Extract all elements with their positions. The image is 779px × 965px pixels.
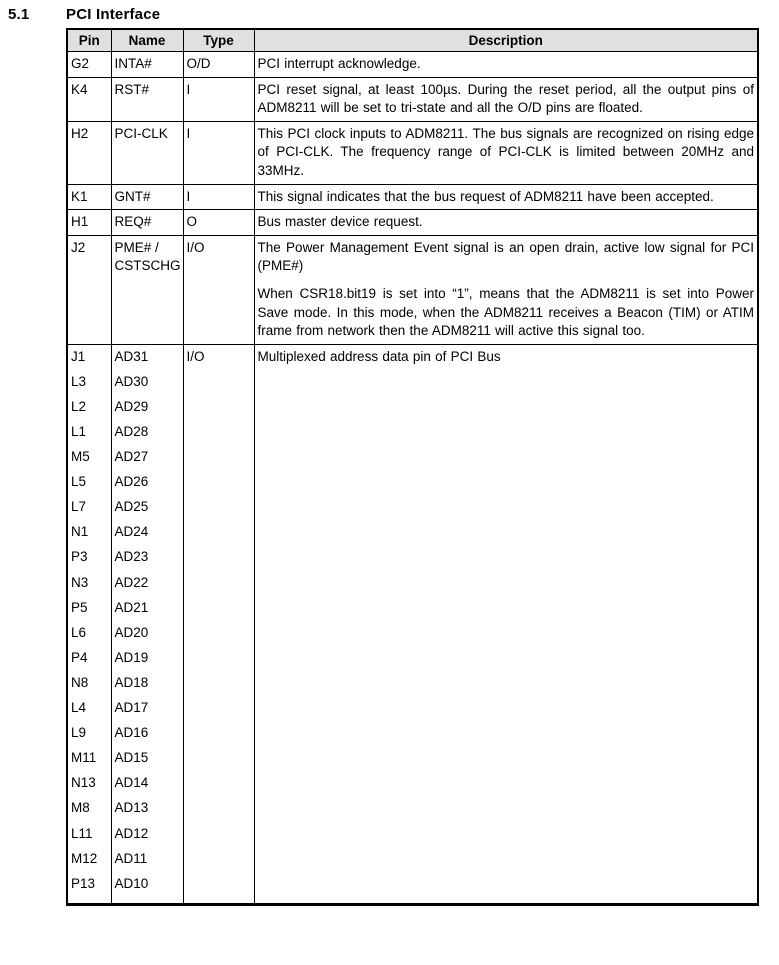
name-cell-line: AD19 (114, 649, 149, 665)
pin-cell-line: P13 (71, 875, 96, 891)
name-cell: PME# / CSTSCHG (111, 235, 183, 344)
pin-cell-line: L1 (71, 424, 87, 439)
type-cell: I (183, 77, 254, 121)
document-page (0, 6, 779, 965)
description-paragraph: Bus master device request. (257, 214, 423, 230)
name-cell-line: AD13 (114, 800, 149, 816)
description-cell (254, 121, 758, 184)
pin-cell: G2 (67, 52, 111, 78)
table-row (67, 121, 758, 184)
description-paragraph: PCI interrupt acknowledge. (257, 56, 421, 71)
name-cell-line: AD24 (114, 524, 149, 540)
table-row (67, 210, 758, 236)
name-cell-line: AD25 (114, 499, 149, 515)
type-cell: I (183, 184, 254, 210)
pin-cell-line: N1 (71, 524, 89, 540)
pin-cell-line: L11 (71, 825, 93, 841)
section-heading (8, 6, 779, 24)
description-cell (254, 77, 758, 121)
name-cell: INTA# (111, 52, 183, 78)
name-cell-line: AD22 (114, 574, 149, 590)
pin-cell-line: N3 (71, 574, 89, 590)
name-cell-line: AD18 (114, 674, 149, 690)
section-number: 5.1 (8, 6, 30, 23)
type-cell: I/O (183, 344, 254, 904)
pin-cell-line: N13 (71, 775, 96, 791)
name-cell-line: AD20 (114, 624, 149, 640)
pin-interface-table (66, 28, 759, 906)
name-cell-line: AD27 (114, 449, 149, 465)
column-header-type: Type (183, 29, 254, 52)
name-cell-line: AD12 (114, 825, 149, 841)
name-cell-line: AD30 (114, 373, 149, 389)
name-cell: RST# (111, 77, 183, 121)
pin-cell-line: L3 (71, 373, 87, 389)
type-cell: O/D (183, 52, 254, 78)
column-header-name: Name (111, 29, 183, 52)
description-cell (254, 184, 758, 210)
description-cell (254, 344, 758, 904)
pin-cell-line: L7 (71, 499, 87, 515)
pin-group-pin-col (67, 344, 111, 904)
name-cell-line: AD26 (114, 474, 149, 490)
table-row (67, 77, 758, 121)
name-cell-line: AD16 (114, 725, 149, 741)
name-cell: PCI-CLK (111, 121, 183, 184)
name-cell-line: AD15 (114, 750, 149, 766)
table-row-pin-group (67, 344, 758, 904)
pin-cell-line: L5 (71, 474, 87, 490)
description-paragraph: This signal indicates that the bus request of ADM8211 have been accepted. (257, 188, 714, 204)
section-title: PCI Interface (66, 6, 161, 23)
name-cell-line: AD31 (114, 348, 149, 364)
pin-cell-line: L9 (71, 725, 87, 741)
description-paragraph: This PCI clock inputs to ADM8211. The bus signals are recognized on rising edge of PCI-CLK. The frequency range of PCI-CLK is limited between 20MHz and 33MHz. (257, 125, 754, 178)
pin-cell-line: M5 (71, 449, 90, 465)
description-paragraph: PCI reset signal, at least 100µs. During the reset period, all the output pins of ADM8211 will be set to tri-state and all the O/D pins are floated. (257, 81, 754, 116)
column-header-description: Description (254, 29, 758, 52)
name-cell-line: AD17 (114, 700, 149, 716)
pin-cell-line: P4 (71, 649, 88, 665)
pin-group-name-col (111, 344, 183, 904)
pin-cell-line: M8 (71, 800, 90, 816)
description-paragraph: Multiplexed address data pin of PCI Bus (257, 348, 501, 364)
name-cell-line: AD21 (114, 599, 149, 615)
name-cell-line: AD11 (114, 850, 148, 866)
pin-cell: K4 (67, 77, 111, 121)
pin-cell-line: P5 (71, 599, 88, 615)
name-cell: GNT# (111, 184, 183, 210)
table-header-row (67, 29, 758, 52)
name-cell-line: AD29 (114, 398, 149, 414)
pin-cell: K1 (67, 184, 111, 210)
pin-cell-line: P3 (71, 549, 88, 565)
name-cell-line: AD23 (114, 549, 149, 565)
pin-cell: J2 (67, 235, 111, 344)
pin-cell-line: L2 (71, 398, 87, 414)
description-cell (254, 210, 758, 236)
type-cell: I (183, 121, 254, 184)
type-cell: O (183, 210, 254, 236)
description-paragraph: The Power Management Event signal is an open drain, active low signal for PCI (PME#) (257, 239, 754, 274)
pin-cell: H2 (67, 121, 111, 184)
table-row (67, 52, 758, 78)
pin-cell-line: M11 (71, 750, 97, 766)
name-cell-line: AD14 (114, 775, 149, 791)
pin-cell-line: J1 (71, 348, 86, 364)
pin-cell-line: L4 (71, 700, 87, 716)
description-paragraph: When CSR18.bit19 is set into “1”, means that the ADM8211 is set into Power Save mode. In this mode, when the ADM8211 receives a Beacon (TIM) or ATIM frame from network then the ADM8211 will active this signal too. (257, 285, 754, 339)
description-cell (254, 235, 758, 344)
table-row (67, 235, 758, 344)
pin-cell-line: M12 (71, 850, 98, 866)
name-cell-line: AD28 (114, 424, 149, 439)
description-cell (254, 52, 758, 78)
pin-cell-line: L6 (71, 624, 87, 640)
type-cell: I/O (183, 235, 254, 344)
name-cell-line: AD10 (114, 875, 149, 891)
column-header-pin: Pin (67, 29, 111, 52)
pin-cell-line: N8 (71, 674, 89, 690)
pin-cell: H1 (67, 210, 111, 236)
table-row (67, 184, 758, 210)
name-cell: REQ# (111, 210, 183, 236)
